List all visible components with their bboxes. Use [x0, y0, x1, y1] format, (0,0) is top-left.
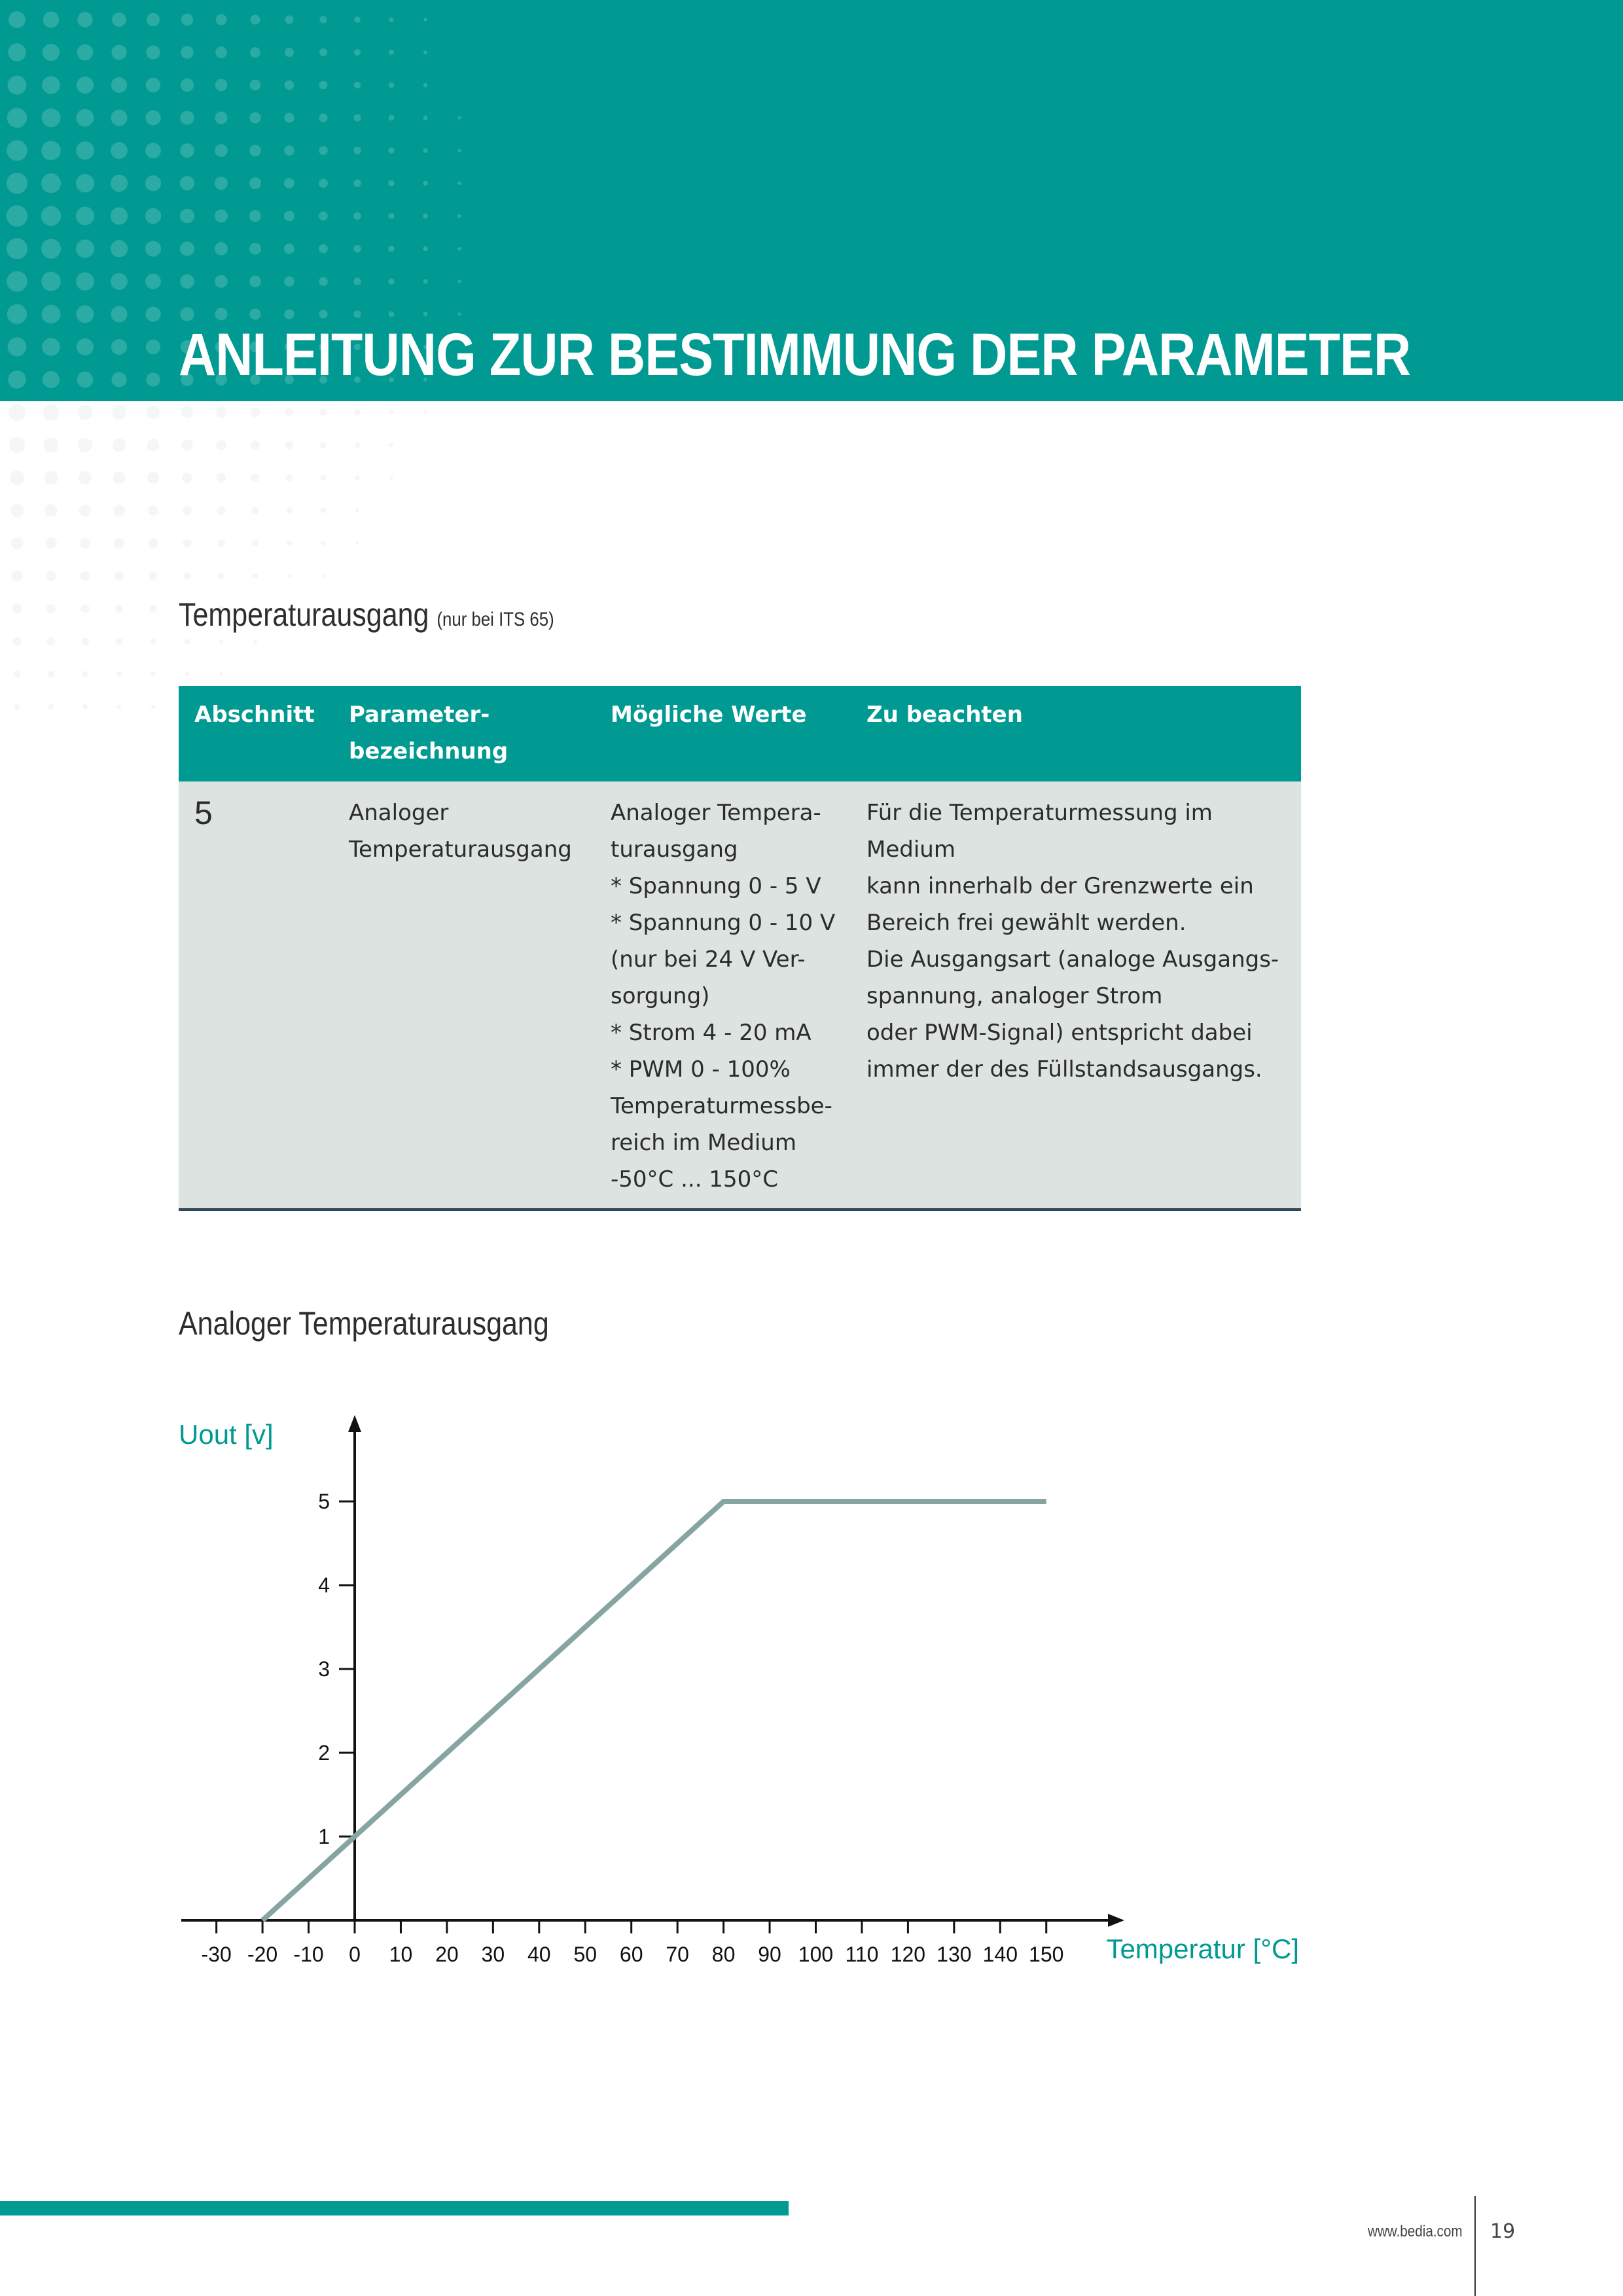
- decorative-dot: [251, 15, 260, 25]
- footer-accent-bar: [0, 2201, 789, 2215]
- decorative-dot: [215, 79, 228, 92]
- decorative-dot: [389, 17, 393, 22]
- decorative-dot: [10, 504, 24, 518]
- decorative-dot: [319, 16, 327, 23]
- decorative-dot: [48, 704, 54, 710]
- decorative-dot: [423, 148, 427, 152]
- decorative-dot: [76, 207, 94, 225]
- decorative-dot: [180, 307, 194, 321]
- decorative-dot: [181, 406, 193, 418]
- decorative-dot: [117, 705, 122, 709]
- table-header-row: [179, 686, 1301, 781]
- decorative-dot: [423, 18, 427, 21]
- decorative-dot: [76, 272, 94, 291]
- decorative-dot: [145, 306, 160, 321]
- decorative-dot: [77, 77, 94, 94]
- decorative-dot: [10, 471, 24, 485]
- decorative-dot: [457, 214, 461, 218]
- y-axis-arrow-icon: [348, 1415, 361, 1432]
- decorative-dot: [284, 113, 294, 122]
- decorative-dot: [151, 672, 156, 677]
- decorative-dot: [9, 404, 26, 421]
- decorative-dot: [457, 149, 461, 152]
- decorative-dot: [185, 639, 190, 644]
- decorative-dot: [43, 371, 60, 388]
- decorative-dot: [253, 639, 257, 643]
- decorative-dot: [42, 305, 61, 324]
- decorative-dot: [217, 539, 225, 547]
- decorative-dot: [147, 439, 160, 452]
- decorative-dot: [13, 637, 22, 646]
- decorative-dot: [457, 279, 461, 283]
- decorative-dot: [286, 507, 293, 514]
- decorative-dot: [145, 143, 161, 158]
- x-tick-label: 110: [845, 1943, 879, 1966]
- x-tick-label: -10: [293, 1943, 324, 1966]
- decorative-dot: [423, 312, 428, 317]
- decorative-dot: [9, 11, 26, 28]
- x-tick-label: 30: [481, 1943, 505, 1966]
- decorative-dot: [321, 574, 325, 578]
- decorative-dot: [181, 14, 193, 26]
- decorative-dot: [423, 50, 427, 54]
- cell-parameter: Analoger Temperaturausgang: [333, 781, 595, 1210]
- decorative-dot: [111, 175, 128, 192]
- decorative-dot: [250, 47, 260, 58]
- decorative-dot: [353, 245, 361, 253]
- decorative-dot: [249, 177, 261, 189]
- footer-url: www.bedia.com: [1368, 2223, 1463, 2240]
- decorative-dot: [423, 279, 427, 283]
- decorative-dot: [215, 177, 228, 190]
- decorative-dot: [145, 110, 160, 125]
- decorative-dot: [76, 141, 94, 160]
- x-tick-label: 0: [349, 1943, 361, 1966]
- decorative-dot: [319, 408, 327, 416]
- decorative-dot: [111, 240, 128, 257]
- decorative-dot: [320, 442, 327, 448]
- decorative-dot: [82, 704, 88, 709]
- decorative-dot: [9, 437, 25, 453]
- decorative-dot: [145, 208, 161, 224]
- decorative-dot: [353, 278, 361, 285]
- cell-werte: Analoger Tempera- turausgang * Spannung 0 - 5 V * Spannung 0 - 10 V (nur bei 24 V Ver- sorgung) * Strom 4 - 20 mA * PWM 0 - 100% Temperaturmessbe- reich im Medium -50°C ... 150°C: [595, 781, 851, 1210]
- decorative-dot: [80, 538, 91, 549]
- decorative-dot: [354, 49, 361, 56]
- decorative-dot: [115, 571, 124, 581]
- decorative-dot: [111, 77, 127, 93]
- table-row: [179, 781, 1301, 1210]
- decorative-dot: [115, 605, 123, 613]
- decorative-dot: [216, 14, 227, 26]
- decorative-dot: [249, 210, 261, 222]
- decorative-dot: [81, 637, 89, 645]
- decorative-dot: [147, 406, 160, 419]
- x-tick-label: -20: [247, 1943, 278, 1966]
- decorative-dot: [287, 541, 293, 547]
- x-tick-label: 130: [936, 1943, 972, 1966]
- chart-container: [0, 1401, 1623, 2016]
- header-label: Parameter- bezeichnung: [349, 702, 508, 764]
- decorative-dot: [114, 538, 124, 548]
- x-axis-label: Temperatur [°C]: [1106, 1933, 1299, 1964]
- decorative-dot: [111, 306, 128, 323]
- decorative-dot: [12, 571, 23, 582]
- series-line: [262, 1501, 1046, 1920]
- decorative-dot: [112, 12, 126, 27]
- decorative-dot: [7, 140, 27, 161]
- decorative-dot: [44, 471, 58, 484]
- decorative-dot: [353, 179, 361, 187]
- table-header-parameter: [333, 686, 595, 781]
- decorative-dot: [353, 114, 361, 121]
- decorative-dot: [423, 213, 428, 219]
- decorative-dot: [252, 540, 259, 547]
- decorative-dot: [284, 145, 294, 156]
- decorative-dot: [423, 116, 428, 120]
- decorative-dot: [389, 312, 395, 317]
- decorative-dot: [217, 473, 226, 482]
- decorative-dot: [7, 304, 27, 324]
- decorative-dot: [146, 45, 160, 59]
- decorative-dot: [149, 605, 156, 612]
- decorative-dot: [76, 240, 94, 258]
- footer-divider: [1474, 2196, 1476, 2296]
- decorative-dot: [112, 45, 127, 60]
- x-tick-label: -30: [201, 1943, 232, 1966]
- decorative-dot: [423, 246, 428, 251]
- decorative-dot: [77, 306, 94, 323]
- decorative-dot: [48, 671, 54, 677]
- decorative-dot: [82, 671, 88, 677]
- decorative-dot: [285, 408, 294, 417]
- decorative-dot: [284, 309, 294, 319]
- decorative-dot: [249, 145, 261, 156]
- decorative-dot: [41, 272, 61, 291]
- decorative-dot: [319, 277, 328, 286]
- decorative-dot: [80, 604, 89, 613]
- decorative-dot: [7, 108, 27, 128]
- cell-abschnitt: 5: [179, 781, 333, 1210]
- decorative-dot: [47, 637, 55, 645]
- decorative-dot: [8, 76, 27, 95]
- decorative-dot: [423, 181, 428, 186]
- decorative-dot: [215, 144, 228, 157]
- x-axis-arrow-icon: [1108, 1914, 1124, 1927]
- decorative-dot: [8, 370, 26, 389]
- decorative-dot: [116, 672, 122, 677]
- decorative-dot: [286, 475, 293, 482]
- decorative-dot: [145, 175, 161, 191]
- decorative-dot: [215, 46, 227, 58]
- decorative-dot: [355, 442, 360, 448]
- decorative-dot: [41, 239, 61, 259]
- parameter-table: [179, 686, 1301, 1211]
- decorative-dot: [43, 404, 60, 421]
- decorative-dot: [111, 273, 128, 290]
- x-tick-label: 20: [435, 1943, 459, 1966]
- decorative-dot: [389, 476, 393, 480]
- decorative-dot: [285, 48, 294, 57]
- decorative-dot: [181, 79, 194, 92]
- decorative-dot: [180, 111, 194, 124]
- decorative-dot: [77, 12, 92, 27]
- x-tick-label: 140: [982, 1943, 1018, 1966]
- decorative-dot: [11, 537, 24, 550]
- decorative-dot: [215, 275, 228, 288]
- decorative-dot: [319, 211, 328, 221]
- decorative-dot: [77, 109, 94, 127]
- decorative-dot: [12, 604, 22, 614]
- decorative-dot: [183, 572, 191, 580]
- decorative-dot: [458, 313, 461, 316]
- decorative-dot: [321, 541, 326, 546]
- y-tick-label: 1: [318, 1825, 330, 1848]
- section-heading-chart: Analoger Temperaturausgang: [179, 1305, 549, 1342]
- decorative-dot: [77, 372, 94, 388]
- decorative-dot: [150, 638, 156, 645]
- decorative-dot: [146, 78, 160, 92]
- decorative-dot: [80, 571, 90, 581]
- decorative-dot: [253, 573, 259, 579]
- decorative-dot: [7, 271, 27, 292]
- decorative-dot: [389, 410, 393, 414]
- decorative-dot: [457, 181, 461, 185]
- decorative-dot: [251, 474, 260, 482]
- decorative-dot: [43, 12, 60, 28]
- decorative-dot: [41, 173, 61, 193]
- decorative-dot: [182, 473, 192, 483]
- decorative-dot: [147, 472, 159, 484]
- decorative-dot: [112, 405, 126, 420]
- table-header-werte: [595, 686, 851, 781]
- decorative-dot: [8, 338, 27, 357]
- decorative-dot: [355, 509, 360, 513]
- decorative-dot: [249, 112, 260, 123]
- decorative-dot: [7, 206, 28, 227]
- decorative-dot: [217, 506, 225, 514]
- decorative-dot: [285, 441, 293, 449]
- decorative-dot: [111, 142, 128, 159]
- table-header-hinweis: [851, 686, 1301, 781]
- decorative-dot: [46, 604, 56, 613]
- decorative-dot: [458, 117, 461, 120]
- decorative-dot: [215, 308, 227, 320]
- y-tick-label: 5: [318, 1490, 330, 1513]
- y-tick-label: 3: [318, 1657, 330, 1681]
- decorative-dot: [319, 113, 327, 122]
- x-tick-label: 90: [758, 1943, 781, 1966]
- decorative-dot: [78, 438, 92, 452]
- decorative-dot: [284, 243, 294, 254]
- x-tick-label: 50: [573, 1943, 597, 1966]
- decorative-dot: [79, 505, 92, 517]
- decorative-dot: [180, 209, 194, 223]
- decorative-dot: [219, 639, 223, 643]
- decorative-dot: [180, 143, 194, 158]
- decorative-dot: [423, 83, 428, 88]
- decorative-dot: [285, 81, 294, 90]
- y-axis-label: Uout [v]: [179, 1419, 274, 1450]
- decorative-dot: [148, 505, 158, 516]
- decorative-dot: [77, 404, 92, 420]
- decorative-dot: [113, 472, 126, 484]
- decorative-dot: [79, 471, 92, 484]
- decorative-dot: [149, 572, 158, 581]
- x-tick-label: 80: [711, 1943, 736, 1966]
- decorative-dot: [42, 76, 60, 94]
- decorative-dot: [113, 439, 126, 452]
- x-tick-label: 120: [890, 1943, 926, 1966]
- decorative-dot: [218, 573, 224, 579]
- decorative-dot: [319, 310, 327, 318]
- decorative-dot: [215, 209, 228, 223]
- decorative-dot: [116, 638, 123, 645]
- decorative-dot: [319, 146, 328, 155]
- decorative-dot: [149, 539, 158, 548]
- decorative-dot: [389, 50, 394, 55]
- decorative-dot: [183, 539, 191, 547]
- decorative-dot: [180, 176, 194, 190]
- decorative-dot: [353, 310, 361, 317]
- decorative-dot: [355, 541, 359, 545]
- y-tick-label: 4: [318, 1573, 330, 1597]
- decorative-dot: [249, 308, 260, 319]
- decorative-dot: [181, 439, 192, 450]
- decorative-dot: [145, 274, 161, 289]
- header-label: Zu beachten: [866, 702, 1023, 728]
- decorative-dot: [146, 340, 160, 354]
- decorative-dot: [219, 672, 223, 676]
- decorative-dot: [319, 179, 328, 188]
- section-heading-text: Temperaturausgang: [179, 596, 429, 633]
- decorative-dot: [77, 338, 94, 355]
- decorative-dot: [287, 573, 291, 578]
- decorative-dot: [354, 16, 360, 22]
- decorative-dot: [251, 408, 260, 418]
- decorative-dot: [41, 141, 61, 160]
- decorative-dot: [285, 16, 294, 24]
- decorative-dot: [180, 242, 194, 256]
- decorative-dot: [42, 338, 60, 356]
- decorative-dot: [76, 174, 94, 192]
- decorative-dot: [251, 440, 260, 450]
- decorative-dot: [44, 438, 59, 453]
- y-tick-label: 2: [318, 1741, 330, 1765]
- decorative-dot: [319, 48, 327, 56]
- decorative-dot: [146, 372, 160, 386]
- decorative-dot: [14, 671, 21, 678]
- decorative-dot: [320, 475, 326, 480]
- decorative-dot: [353, 147, 361, 154]
- decorative-dot: [388, 245, 395, 252]
- decorative-dot: [45, 504, 58, 517]
- decorative-dot: [46, 571, 56, 581]
- decorative-dot: [185, 672, 190, 677]
- page-title: ANLEITUNG ZUR BESTIMMUNG DER PARAMETER: [179, 321, 1411, 388]
- cell-hinweis: Für die Temperaturmessung im Medium kann innerhalb der Grenzwerte ein Bereich frei gewählt werden. Die Ausgangsart (analoge Ausgangs- spannung, analoger Strom oder PWM-Signal) entspricht dabei immer der des Füllstandsausgangs.: [851, 781, 1301, 1210]
- decorative-dot: [7, 173, 27, 194]
- decorative-dot: [389, 115, 395, 121]
- decorative-dot: [319, 244, 328, 253]
- decorative-dot: [43, 44, 60, 61]
- section-heading-temperaturausgang: [179, 596, 554, 634]
- section-heading-note: (nur bei ITS 65): [437, 609, 554, 630]
- x-tick-label: 40: [527, 1943, 551, 1966]
- decorative-dot: [111, 110, 128, 126]
- decorative-dot: [183, 506, 192, 516]
- x-tick-label: 100: [798, 1943, 834, 1966]
- decorative-dot: [112, 372, 127, 387]
- decorative-dot: [355, 475, 360, 480]
- decorative-dot: [7, 238, 27, 259]
- header-label: Mögliche Werte: [611, 702, 807, 728]
- decorative-dot: [389, 82, 395, 88]
- decorative-dot: [321, 508, 326, 513]
- decorative-dot: [251, 507, 259, 514]
- table-header-abschnitt: [179, 686, 333, 781]
- decorative-dot: [249, 243, 261, 255]
- decorative-dot: [423, 410, 427, 414]
- decorative-dot: [389, 443, 394, 448]
- decorative-dot: [181, 46, 194, 59]
- decorative-dot: [249, 276, 261, 287]
- decorative-dot: [111, 339, 127, 355]
- decorative-dot: [216, 407, 227, 418]
- temperature-output-chart: [0, 1401, 1623, 2016]
- x-tick-label: 70: [666, 1943, 689, 1966]
- decorative-dot: [284, 276, 294, 287]
- decorative-dot: [354, 409, 360, 415]
- decorative-dot: [215, 111, 227, 124]
- decorative-dot: [250, 80, 261, 91]
- decorative-dot: [147, 13, 160, 26]
- decorative-dot: [14, 704, 20, 710]
- decorative-dot: [216, 440, 226, 450]
- decorative-dot: [284, 211, 294, 221]
- decorative-dot: [388, 278, 394, 284]
- x-tick-label: 10: [389, 1943, 413, 1966]
- x-tick-label: 150: [1029, 1943, 1064, 1966]
- decorative-dot: [319, 81, 328, 90]
- decorative-dot: [111, 207, 128, 224]
- decorative-dot: [180, 274, 194, 289]
- header-label: Abschnitt: [194, 702, 315, 728]
- decorative-dot: [354, 82, 361, 89]
- x-tick-label: 60: [619, 1943, 643, 1966]
- decorative-dot: [284, 178, 294, 188]
- decorative-dot: [388, 147, 394, 153]
- decorative-dot: [45, 537, 57, 549]
- decorative-dot: [145, 241, 161, 257]
- decorative-dot: [113, 505, 124, 516]
- decorative-dot: [8, 43, 26, 62]
- decorative-dot: [77, 45, 94, 61]
- decorative-dot: [457, 247, 461, 250]
- decorative-dot: [151, 705, 155, 709]
- page-number: 19: [1490, 2220, 1516, 2243]
- decorative-dot: [41, 206, 61, 226]
- decorative-dot: [42, 109, 61, 128]
- decorative-dot: [215, 242, 228, 255]
- decorative-dot: [388, 180, 395, 187]
- decorative-dot: [388, 213, 395, 219]
- decorative-dot: [353, 212, 361, 220]
